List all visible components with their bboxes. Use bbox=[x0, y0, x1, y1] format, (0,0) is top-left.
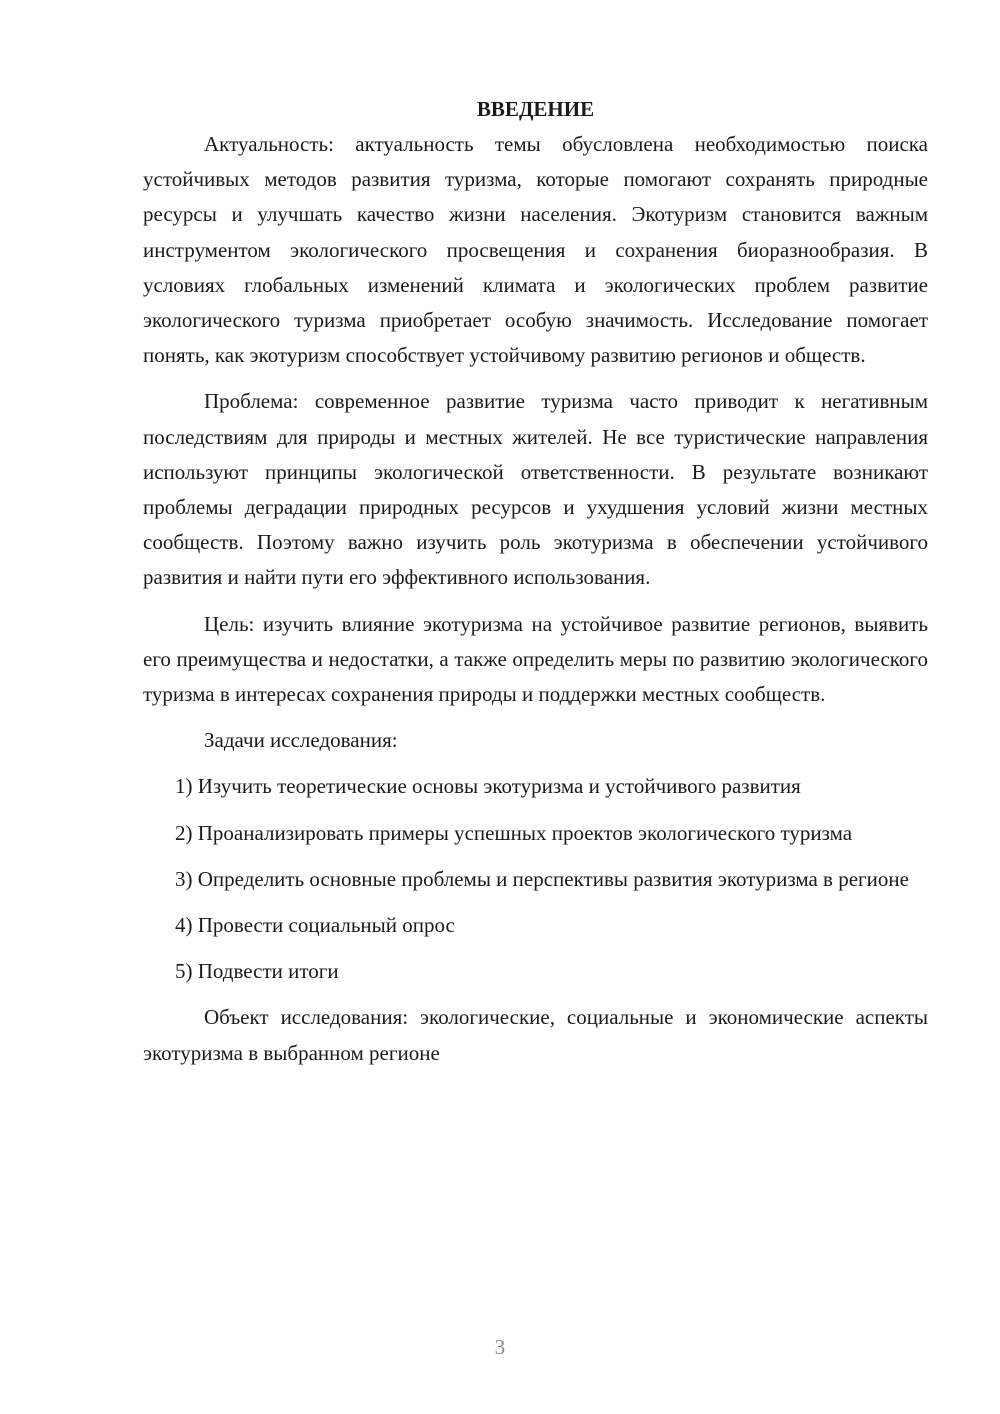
problem-paragraph: Проблема: современное развитие туризма часто приводит к негативным последствиям для природы и местных жителей. Не все туристические направления используют принципы экологической ответственности. В результате возникают проблемы деградации природных ресурсов и ухудшения условий жизни местных сообществ. Поэтому важно изучить роль экотуризма в обеспечении устойчивого развития и найти пути его эффективного использования. bbox=[143, 389, 928, 590]
page-number: 3 bbox=[494, 1335, 506, 1359]
task-item-4: 4) Провести социальный опрос bbox=[175, 913, 455, 938]
document-page bbox=[143, 92, 928, 1071]
relevance-paragraph: Актуальность: актуальность темы обусловлена необходимостью поиска устойчивых методов развития туризма, которые помогают сохранять природные ресурсы и улучшать качество жизни населения. Экотуризм становится важным инструментом экологического просвещения и сохранения биоразнообразия. В условиях глобальных изменений климата и экологических проблем развитие экологического туризма приобретает особую значимость. Исследование помогает понять, как экотуризм способствует устойчивому развитию регионов и обществ. bbox=[143, 132, 928, 368]
task-item-1: 1) Изучить теоретические основы экотуризма и устойчивого развития bbox=[175, 774, 801, 799]
object-paragraph: Объект исследования: экологические, социальные и экономические аспекты экотуризма в выбранном регионе bbox=[143, 1005, 928, 1065]
task-item-5: 5) Подвести итоги bbox=[175, 959, 339, 984]
task-item-3: 3) Определить основные проблемы и перспективы развития экотуризма в регионе bbox=[175, 866, 909, 891]
document-title: ВВЕДЕНИЕ bbox=[476, 97, 595, 121]
task-item-2: 2) Проанализировать примеры успешных проектов экологического туризма bbox=[175, 820, 853, 845]
tasks-heading: Задачи исследования: bbox=[204, 728, 398, 753]
goal-paragraph: Цель: изучить влияние экотуризма на устойчивое развитие регионов, выявить его преимущества и недостатки, а также определить меры по развитию экологического туризма в интересах сохранения природы и поддержки местных сообществ. bbox=[143, 611, 928, 707]
